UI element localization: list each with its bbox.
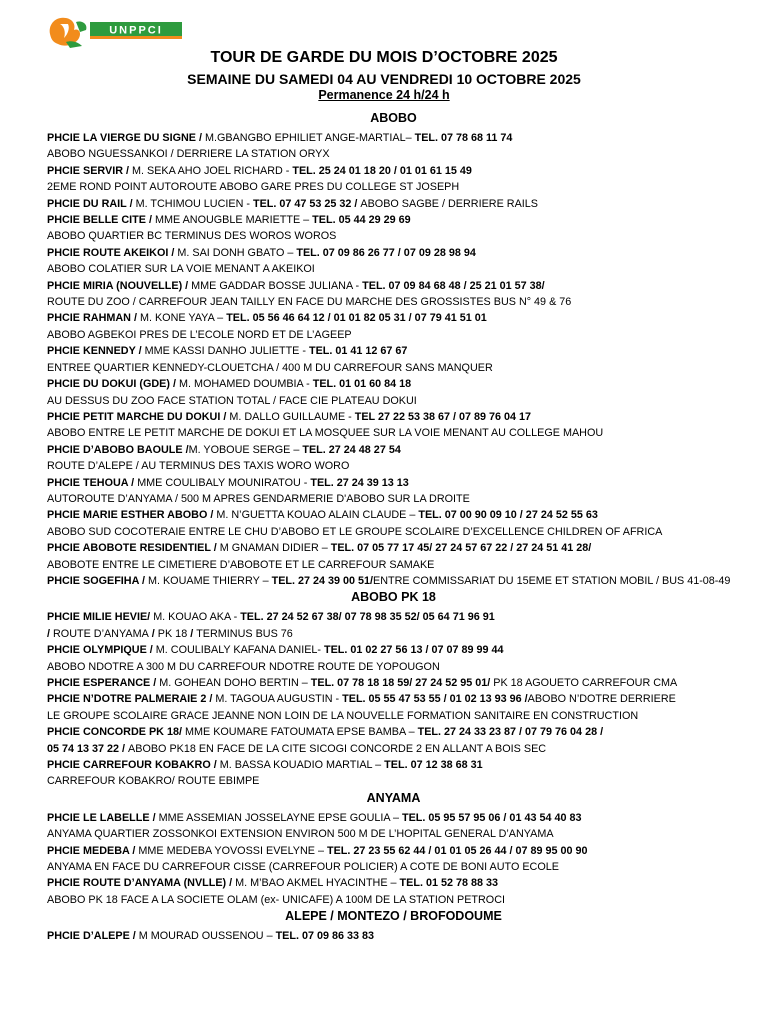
district-heading: ANYAMA [366, 790, 421, 805]
pharmacy-entry [47, 278, 740, 311]
duty-roster [47, 110, 740, 945]
pharmacist-name: M. BASSA KOUADIO MARTIAL – [219, 759, 385, 772]
phone-number: TEL. 25 24 01 18 20 / 01 01 61 15 49 [292, 164, 472, 177]
unppci-logo [46, 12, 186, 52]
separator: / [148, 627, 158, 640]
pharmacy-entry [47, 675, 740, 691]
pharmacist-name: MME KASSI DANHO JULIETTE - [144, 345, 309, 358]
phone-number: TEL. 01 52 78 88 33 [399, 877, 498, 890]
pharmacy-line [47, 442, 740, 458]
pharmacy-name: PHCIE PETIT MARCHE DU DOKUI / [47, 410, 230, 423]
pharmacy-name: PHCIE MILIE HEVIE/ [47, 611, 154, 624]
pharmacy-line [47, 475, 740, 491]
pharmacist-name: M. KONE YAYA – [139, 312, 227, 325]
pharmacy-line [47, 376, 740, 392]
pharmacy-name: PHCIE MIRIA (NOUVELLE) / [47, 279, 192, 292]
pharmacy-line [47, 675, 740, 691]
pharmacy-line [47, 507, 740, 523]
phone-number: TEL. 27 24 48 27 54 [302, 443, 401, 456]
pharmacist-name: M.GBANGBO EPHILIET ANGE-MARTIAL– [204, 132, 415, 144]
pharmacist-name: MME ASSEMIAN JOSSELAYNE EPSE GOULIA – [158, 811, 402, 824]
pharmacy-name: PHCIE TEHOUA / [47, 476, 138, 489]
pharmacy-line [47, 130, 740, 146]
pharmacy-name: PHCIE SERVIR / [47, 164, 132, 177]
pharmacy-address: ANYAMA EN FACE DU CARREFOUR CISSE (CARREFOUR POLICIER) A COTE DE BONI AUTO ECOLE [47, 861, 559, 874]
pharmacy-entry [47, 310, 740, 343]
phone-number: TEL. 05 55 47 53 55 / 01 02 13 93 96 / [342, 693, 528, 706]
pharmacy-address: ROUTE D’ALEPE / AU TERMINUS DES TAXIS WORO WORO [47, 460, 350, 473]
address-line [47, 179, 740, 195]
pharmacy-line [47, 212, 740, 228]
pharmacy-address: ABOBO SUD COCOTERAIE ENTRE LE CHU D’ABOBO ET LE GROUPE SCOLAIRE D’EXCELLENCE CHILDREN OF AFRICA [47, 525, 663, 538]
pharmacist-name: M. YOBOUE SERGE – [188, 443, 303, 456]
logo-text: UNPPCI [109, 24, 163, 37]
pharmacy-entry [47, 196, 740, 212]
pharmacy-name: PHCIE OLYMPIQUE / [47, 644, 156, 657]
page-title: TOUR DE GARDE DU MOIS D’OCTOBRE 2025 [210, 49, 558, 66]
address-line [47, 557, 740, 573]
address-line [47, 708, 740, 724]
pharmacy-entry [47, 810, 740, 843]
phone-number: TEL. 01 02 27 56 13 / 07 07 89 99 44 [324, 644, 504, 657]
phone-number: TEL. 07 09 86 26 77 / 07 09 28 98 94 [296, 246, 476, 259]
phone-number: TEL. 01 41 12 67 67 [308, 345, 408, 358]
pharmacy-entry [47, 212, 740, 245]
phone-number: TEL 27 22 53 38 67 / 07 89 76 04 17 [354, 410, 532, 423]
pharmacist-name: M MOURAD OUSSENOU – [138, 930, 276, 943]
pharmacy-line [47, 540, 740, 556]
pharmacist-name: MME MEDEBA YOVOSSI EVELYNE – [138, 844, 327, 857]
pharmacy-address: ABOBO PK18 EN FACE DE LA CITE SICOGI CONCORDE 2 EN ALLANT A BOIS SEC [128, 742, 547, 755]
address-line [47, 826, 740, 842]
phone-number: TEL. 27 23 55 62 44 / 01 01 05 26 44 / 07 89 95 00 90 [327, 844, 588, 857]
separator: / [187, 627, 197, 640]
address-line [47, 892, 740, 908]
phone-number: TEL. 07 47 53 25 32 / [252, 197, 361, 210]
address-line [47, 146, 740, 162]
pharmacist-name: MME COULIBALY MOUNIRATOU - [137, 476, 311, 489]
pharmacy-line [47, 310, 740, 326]
pharmacy-name: PHCIE ROUTE AKEIKOI / [47, 246, 178, 259]
pharmacy-line [47, 810, 740, 826]
phone-number: TEL. 05 44 29 29 69 [312, 214, 411, 227]
pharmacy-entry [47, 507, 740, 540]
pharmacy-name: PHCIE RAHMAN / [47, 312, 140, 325]
pharmacist-name: M. TAGOUA AUGUSTIN - [215, 693, 343, 706]
address-part: PK 18 [157, 627, 188, 640]
address-inline: PK 18 AGOUETO CARREFOUR CMA [493, 677, 678, 689]
pharmacist-name: MME GADDAR BOSSE JULIANA - [191, 279, 363, 292]
address-part: ROUTE D’ANYAMA [53, 627, 149, 640]
address-line [47, 327, 740, 343]
phone-number: TEL. 07 12 38 68 31 [384, 759, 483, 772]
permanence-label: Permanence 24 h/24 h [318, 88, 450, 102]
district-heading: ABOBO [370, 111, 417, 125]
pharmacy-line [47, 642, 740, 658]
pharmacy-address: ABOBOTE ENTRE LE CIMETIERE D’ABOBOTE ET LE CARREFOUR SAMAKE [47, 558, 435, 571]
phone-number: TEL. 01 01 60 84 18 [312, 378, 412, 391]
pharmacy-entry [47, 245, 740, 278]
pharmacy-line [47, 196, 740, 212]
phone-number: TEL. 07 05 77 17 45/ 27 24 57 67 22 / 27 24 51 41 28/ [330, 542, 592, 555]
pharmacy-address: ABOBO NGUESSANKOI / DERRIERE LA STATION ORYX [47, 148, 330, 161]
phone-number: TEL. 27 24 39 13 13 [310, 476, 409, 489]
pharmacy-address: ABOBO AGBEKOI PRES DE L’ECOLE NORD ET DE L’AGEEP [47, 328, 352, 341]
address-line [47, 228, 740, 244]
pharmacy-entry [47, 475, 740, 508]
pharmacist-name: M. MOHAMED DOUMBIA - [178, 378, 313, 391]
document-header [0, 48, 768, 102]
address-line [47, 491, 740, 507]
pharmacy-entry [47, 163, 740, 196]
address-line [47, 458, 740, 474]
pharmacy-address: ABOBO ENTRE LE PETIT MARCHE DE DOKUI ET LA MOSQUEE SUR LA VOIE MENANT AU COLLEGE MAHOU [47, 427, 604, 440]
pharmacy-name: PHCIE N’DOTRE PALMERAIE 2 / [47, 693, 216, 706]
pharmacy-name: PHCIE D’ALEPE / [47, 930, 139, 943]
district-heading: ABOBO PK 18 [351, 590, 436, 605]
pharmacy-address: AUTOROUTE D’ANYAMA / 500 M APRES GENDARMERIE D'ABOBO SUR LA DROITE [47, 492, 470, 505]
pharmacy-address: 2EME ROND POINT AUTOROUTE ABOBO GARE PRES DU COLLEGE ST JOSEPH [47, 181, 460, 194]
pharmacy-line [47, 609, 740, 625]
phone-number: TEL. 05 56 46 64 12 / 01 01 82 05 31 / 07 79 41 51 01 [226, 312, 487, 325]
pharmacy-entry [47, 928, 740, 944]
phone-number: TEL. 07 00 90 09 10 / 27 24 52 55 63 [418, 509, 598, 522]
pharmacy-address: AU DESSUS DU ZOO FACE STATION TOTAL / FACE CIE PLATEAU DOKUI [47, 394, 417, 407]
pharmacist-name: MME KOUMARE FATOUMATA EPSE BAMBA – [185, 726, 418, 739]
pharmacist-name: M. COULIBALY KAFANA DANIEL- [155, 644, 325, 657]
phone-continuation: 05 74 13 37 22 / [47, 742, 129, 755]
pharmacy-line [47, 245, 740, 261]
week-subtitle: SEMAINE DU SAMEDI 04 AU VENDREDI 10 OCTOBRE 2025 [187, 71, 581, 87]
pharmacy-entry [47, 642, 740, 675]
pharmacy-entry [47, 757, 740, 790]
pharmacist-name: M. KOUAME THIERRY – [147, 574, 272, 587]
address-line [47, 659, 740, 675]
pharmacy-address: ABOBO COLATIER SUR LA VOIE MENANT A AKEIKOI [47, 263, 315, 276]
address-inline: ENTRE COMMISSARIAT DU 15EME ET STATION MOBIL / BUS 41-08-49 [373, 574, 731, 587]
address-line [47, 261, 740, 277]
pharmacy-name: PHCIE CARREFOUR KOBAKRO / [47, 759, 220, 772]
address-line [47, 626, 740, 642]
phone-number: TEL. 07 09 86 33 83 [275, 930, 375, 943]
pharmacy-entry [47, 875, 740, 908]
pharmacy-entry [47, 343, 740, 376]
address-line [47, 773, 740, 789]
district-heading: ALEPE / MONTEZO / BROFODOUME [285, 909, 502, 924]
pharmacy-line [47, 875, 740, 891]
phone-number: TEL. 07 78 68 11 74 [414, 132, 513, 144]
phone-number: TEL. 27 24 33 23 87 / 07 79 76 04 28 / [417, 726, 604, 739]
pharmacy-entry [47, 409, 740, 442]
address-line [47, 741, 740, 757]
pharmacy-address: LE GROUPE SCOLAIRE GRACE JEANNE NON LOIN DE LA NOUVELLE FORMATION SANITAIRE EN CONSTRUCTION [47, 709, 639, 722]
pharmacist-name: M. N’GUETTA KOUAO ALAIN CLAUDE – [216, 509, 419, 522]
pharmacy-name: PHCIE MEDEBA / [47, 844, 139, 857]
pharmacy-entry [47, 540, 740, 573]
pharmacy-entry [47, 442, 740, 475]
phone-number: TEL. 07 78 18 18 59/ 27 24 52 95 01/ [310, 677, 494, 689]
address-line [47, 393, 740, 409]
pharmacy-line [47, 757, 740, 773]
pharmacy-entry [47, 609, 740, 642]
pharmacy-entry [47, 573, 740, 589]
address-part: TERMINUS BUS 76 [196, 627, 293, 640]
pharmacist-name: M. KOUAO AKA - [153, 611, 241, 624]
pharmacist-name: M. SAI DONH GBATO – [177, 246, 297, 259]
pharmacist-name: M. DALLO GUILLAUME - [229, 410, 355, 423]
pharmacy-address: ABOBO PK 18 FACE A LA SOCIETE OLAM (ex- UNICAFE) A 100M DE LA STATION PETROCI [47, 893, 506, 906]
pharmacy-address: ABOBO QUARTIER BC TERMINUS DES WOROS WOROS [47, 230, 337, 243]
pharmacy-line [47, 573, 740, 589]
phone-number: TEL. 07 09 84 68 48 / 25 21 01 57 38/ [362, 279, 545, 292]
pharmacy-name: PHCIE LE LABELLE / [47, 811, 159, 824]
pharmacy-line [47, 691, 740, 707]
pharmacy-address: CARREFOUR KOBAKRO/ ROUTE EBIMPE [47, 775, 260, 788]
pharmacy-name: PHCIE ROUTE D’ANYAMA (NVLLE) / [47, 877, 236, 890]
pharmacy-entry [47, 376, 740, 409]
address-line [47, 360, 740, 376]
pharmacist-name: M GNAMAN DIDIER – [219, 542, 331, 555]
pharmacy-line [47, 278, 740, 294]
pharmacy-address: ANYAMA QUARTIER ZOSSONKOI EXTENSION ENVIRON 500 M DE L’HOPITAL GENERAL D’ANYAMA [47, 828, 554, 841]
pharmacy-entry [47, 724, 740, 757]
pharmacy-line [47, 409, 740, 425]
address-line [47, 294, 740, 310]
pharmacy-line [47, 724, 740, 740]
pharmacy-name: PHCIE ABOBOTE RESIDENTIEL / [47, 542, 220, 555]
pharmacy-name: PHCIE DU RAIL / [47, 197, 136, 210]
address-inline: ABOBO SAGBE / DERRIERE RAILS [360, 197, 539, 210]
pharmacy-name: PHCIE D’ABOBO BAOULE / [47, 443, 189, 456]
pharmacy-address: ENTREE QUARTIER KENNEDY-CLOUETCHA / 400 M DU CARREFOUR SANS MANQUER [47, 361, 493, 374]
phone-number: TEL. 05 95 57 95 06 / 01 43 54 40 83 [402, 811, 582, 824]
pharmacy-name: PHCIE SOGEFIHA / [47, 574, 148, 587]
pharmacy-name: PHCIE DU DOKUI (GDE) / [47, 378, 179, 391]
phone-continuation: / [47, 627, 53, 640]
pharmacy-name: PHCIE KENNEDY / [47, 345, 145, 358]
pharmacist-name: M. M’BAO AKMEL HYACINTHE – [235, 877, 400, 890]
pharmacy-address: ABOBO NDOTRE A 300 M DU CARREFOUR NDOTRE ROUTE DE YOPOUGON [47, 660, 440, 673]
pharmacist-name: M. SEKA AHO JOEL RICHARD - [132, 164, 293, 177]
pharmacy-name: PHCIE LA VIERGE DU SIGNE / [47, 132, 205, 144]
pharmacy-line [47, 928, 740, 944]
pharmacy-entry [47, 130, 740, 163]
pharmacy-name: PHCIE CONCORDE PK 18/ [47, 726, 185, 739]
pharmacist-name: MME ANOUGBLE MARIETTE – [154, 214, 313, 227]
pharmacy-name: PHCIE MARIE ESTHER ABOBO / [47, 509, 217, 522]
pharmacy-address: ROUTE DU ZOO / CARREFOUR JEAN TAILLY EN FACE DU MARCHE DES GROSSISTES BUS N° 49 & 76 [47, 296, 572, 309]
pharmacy-line [47, 843, 740, 859]
pharmacy-name: PHCIE ESPERANCE / [47, 677, 160, 689]
address-inline: ABOBO N’DOTRE DERRIERE [527, 693, 676, 706]
pharmacist-name: M. TCHIMOU LUCIEN - [135, 197, 253, 210]
address-line [47, 425, 740, 441]
address-line [47, 859, 740, 875]
address-line [47, 524, 740, 540]
pharmacy-name: PHCIE BELLE CITE / [47, 214, 155, 227]
logo-emblem-icon [46, 12, 186, 52]
pharmacy-line [47, 163, 740, 179]
pharmacy-entry [47, 691, 740, 724]
pharmacy-entry [47, 843, 740, 876]
pharmacist-name: M. GOHEAN DOHO BERTIN – [159, 677, 311, 689]
pharmacy-line [47, 343, 740, 359]
phone-number: TEL. 27 24 52 67 38/ 07 78 98 35 52/ 05 64 71 96 91 [240, 611, 495, 624]
phone-number: TEL. 27 24 39 00 51/ [271, 574, 374, 587]
